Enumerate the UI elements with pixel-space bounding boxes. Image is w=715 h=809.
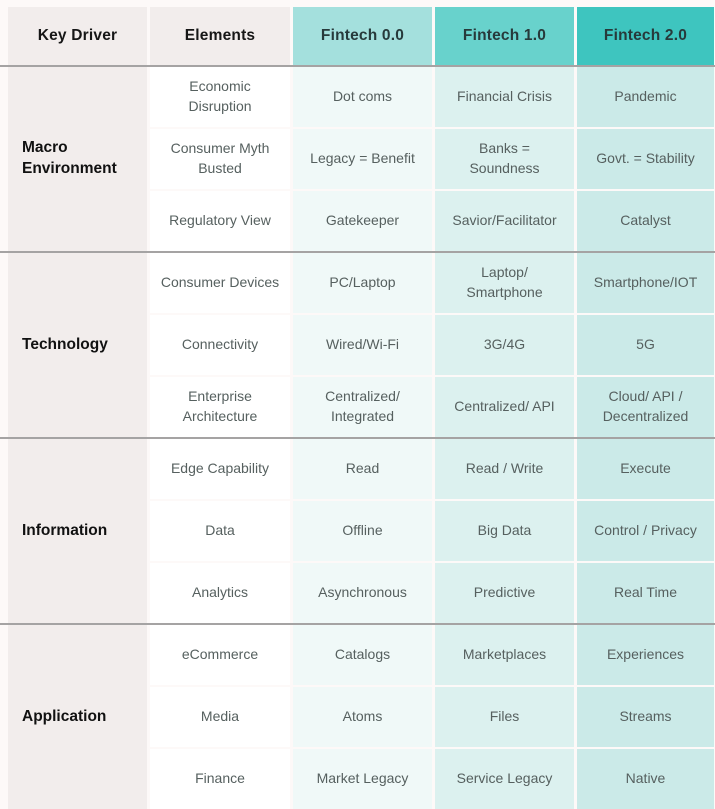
element-label: Enterprise Architecture — [150, 377, 290, 437]
column-header-elements: Elements — [150, 7, 290, 65]
element-label: eCommerce — [150, 625, 290, 685]
table-cell: Govt. = Stability — [577, 129, 714, 189]
table-cell: Read / Write — [435, 439, 574, 499]
table-cell: Streams — [577, 687, 714, 747]
table-cell: PC/Laptop — [293, 253, 432, 313]
column-header-fintech-0: Fintech 0.0 — [293, 7, 432, 65]
table-cell: Dot coms — [293, 67, 432, 127]
table-cell: Banks = Soundness — [435, 129, 574, 189]
table-cell: Experiences — [577, 625, 714, 685]
table-cell: Read — [293, 439, 432, 499]
table-cell: Gatekeeper — [293, 191, 432, 251]
table-cell: Atoms — [293, 687, 432, 747]
table-cell: Asynchronous — [293, 563, 432, 623]
element-label: Analytics — [150, 563, 290, 623]
group-technology — [8, 253, 715, 437]
table-cell: Service Legacy — [435, 749, 574, 809]
element-label: Consumer Devices — [150, 253, 290, 313]
table-cell: Native — [577, 749, 714, 809]
table-cell: Pandemic — [577, 67, 714, 127]
table-cell: Laptop/ Smartphone — [435, 253, 574, 313]
table-header-row — [8, 7, 715, 65]
table-cell: Big Data — [435, 501, 574, 561]
group-macro-environment — [8, 67, 715, 251]
table-cell: Files — [435, 687, 574, 747]
table-cell: Marketplaces — [435, 625, 574, 685]
driver-label: Technology — [8, 253, 147, 437]
table-cell: Catalyst — [577, 191, 714, 251]
table-cell: Smartphone/IOT — [577, 253, 714, 313]
table-cell: Execute — [577, 439, 714, 499]
table-cell: Wired/Wi-Fi — [293, 315, 432, 375]
element-label: Economic Disruption — [150, 67, 290, 127]
table-cell: 3G/4G — [435, 315, 574, 375]
element-label: Connectivity — [150, 315, 290, 375]
column-header-key-driver: Key Driver — [8, 7, 147, 65]
column-header-fintech-1: Fintech 1.0 — [435, 7, 574, 65]
column-header-fintech-2: Fintech 2.0 — [577, 7, 714, 65]
table-cell: 5G — [577, 315, 714, 375]
table-cell: Control / Privacy — [577, 501, 714, 561]
element-label: Media — [150, 687, 290, 747]
table-cell: Legacy = Benefit — [293, 129, 432, 189]
driver-label: Macro Environment — [8, 67, 147, 251]
element-label: Edge Capability — [150, 439, 290, 499]
table-cell: Financial Crisis — [435, 67, 574, 127]
group-information — [8, 439, 715, 623]
table-cell: Centralized/ API — [435, 377, 574, 437]
driver-label: Application — [8, 625, 147, 809]
table-cell: Centralized/ Integrated — [293, 377, 432, 437]
group-application — [8, 625, 715, 809]
table-cell: Catalogs — [293, 625, 432, 685]
table-cell: Cloud/ API / Decentralized — [577, 377, 714, 437]
table-cell: Savior/Facilitator — [435, 191, 574, 251]
table-cell: Real Time — [577, 563, 714, 623]
driver-label: Information — [8, 439, 147, 623]
element-label: Regulatory View — [150, 191, 290, 251]
table-cell: Market Legacy — [293, 749, 432, 809]
element-label: Data — [150, 501, 290, 561]
table-cell: Offline — [293, 501, 432, 561]
element-label: Finance — [150, 749, 290, 809]
element-label: Consumer Myth Busted — [150, 129, 290, 189]
table-cell: Predictive — [435, 563, 574, 623]
